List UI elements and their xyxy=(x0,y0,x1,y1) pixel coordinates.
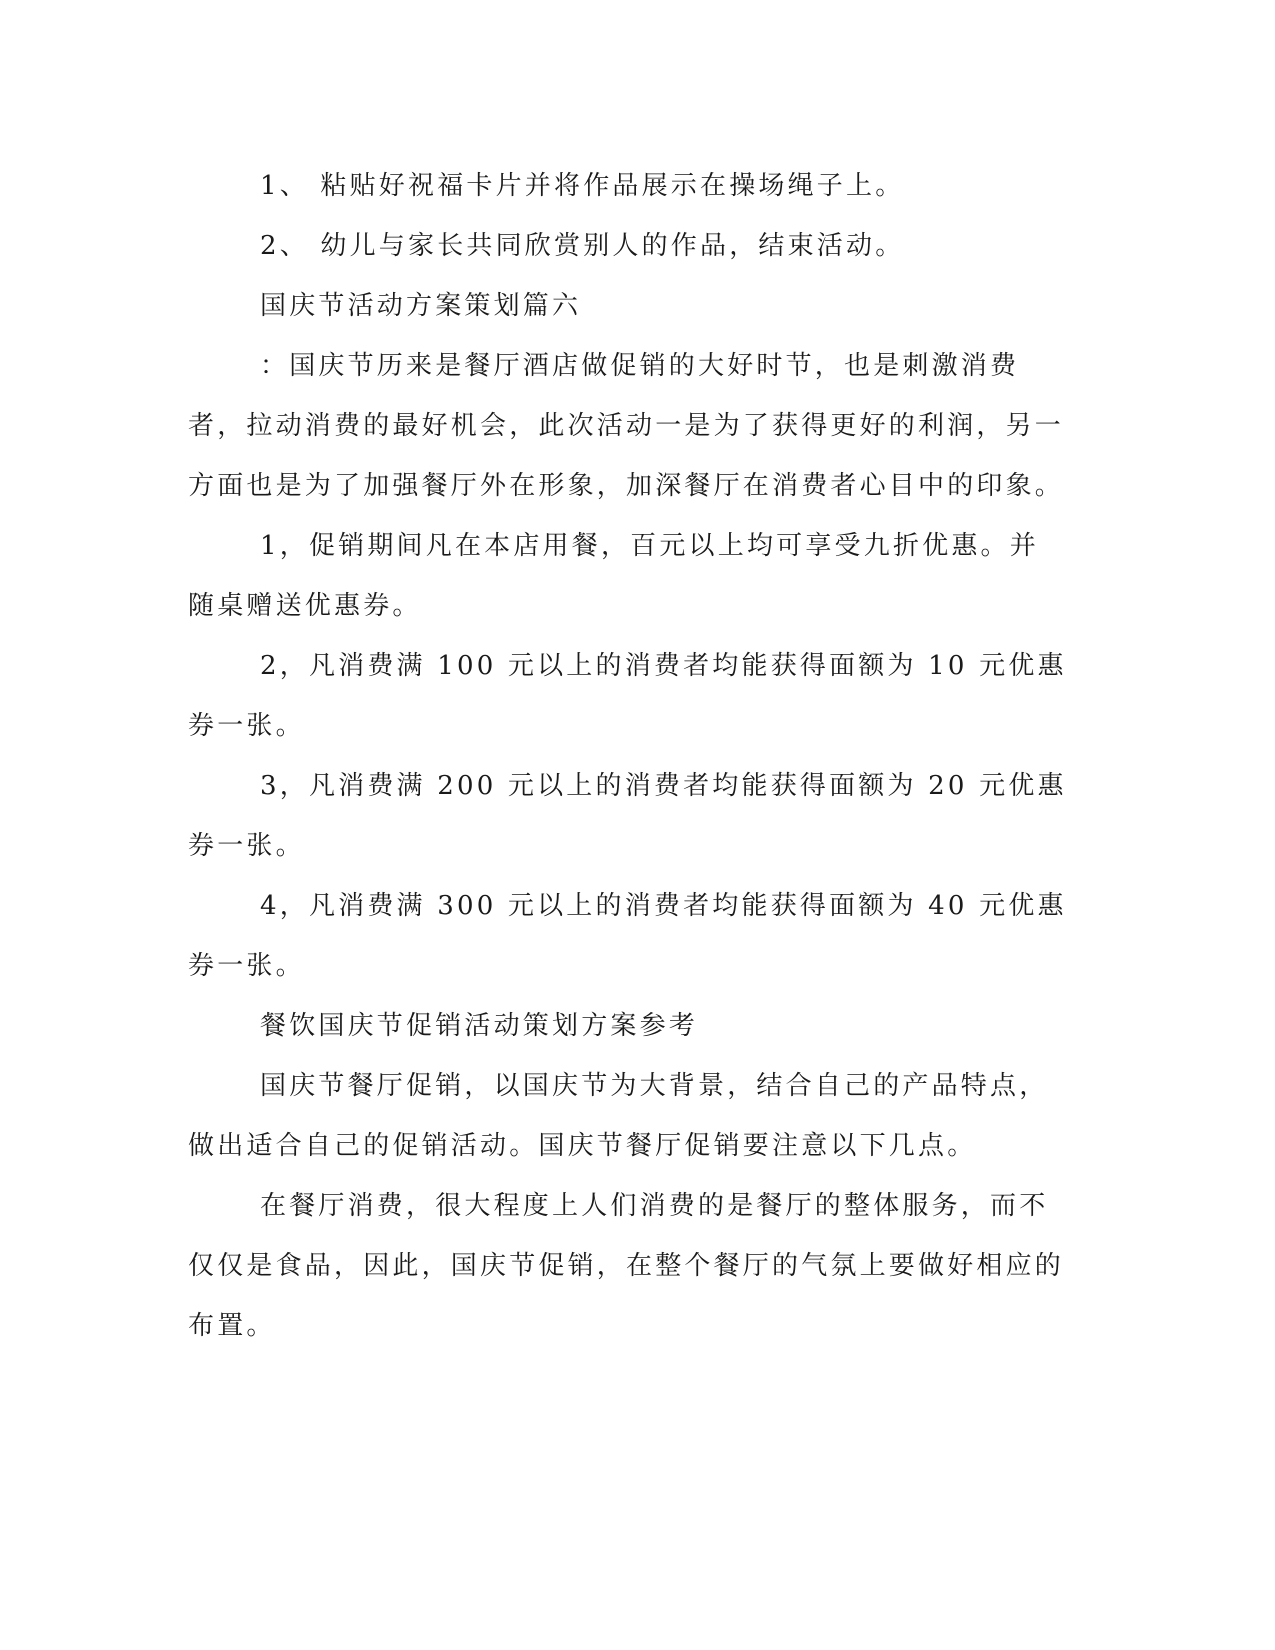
paragraph-step-1: 1、 粘贴好祝福卡片并将作品展示在操场绳子上。 xyxy=(260,171,905,201)
paragraph-promo-2: 2，凡消费满 100 元以上的消费者均能获得面额为 10 元优惠券一张。 xyxy=(188,651,1067,741)
paragraph-promo-4: 4，凡消费满 300 元以上的消费者均能获得面额为 40 元优惠券一张。 xyxy=(188,891,1067,981)
section-heading-plan-six: 国庆节活动方案策划篇六 xyxy=(260,291,582,321)
paragraph-reference-intro: 国庆节餐厅促销，以国庆节为大背景，结合自己的产品特点，做出适合自己的促销活动。国庆节餐厅促销要注意以下几点。 xyxy=(188,1071,1049,1161)
paragraph-atmosphere: 在餐厅消费，很大程度上人们消费的是餐厅的整体服务，而不仅仅是食品，因此，国庆节促销，在整个餐厅的气氛上要做好相应的布置。 xyxy=(188,1191,1065,1341)
section-heading-reference: 餐饮国庆节促销活动策划方案参考 xyxy=(260,1011,699,1041)
paragraph-promo-3: 3，凡消费满 200 元以上的消费者均能获得面额为 20 元优惠券一张。 xyxy=(188,771,1067,861)
paragraph-intro: ：国庆节历来是餐厅酒店做促销的大好时节，也是刺激消费者，拉动消费的最好机会，此次活动一是为了获得更好的利润，另一方面也是为了加强餐厅外在形象，加深餐厅在消费者心目中的印象。 xyxy=(188,351,1065,501)
document-body xyxy=(188,156,1068,1356)
paragraph-step-2: 2、 幼儿与家长共同欣赏别人的作品，结束活动。 xyxy=(260,231,905,261)
paragraph-promo-1: 1，促销期间凡在本店用餐，百元以上均可享受九折优惠。并随桌赠送优惠券。 xyxy=(188,531,1039,621)
